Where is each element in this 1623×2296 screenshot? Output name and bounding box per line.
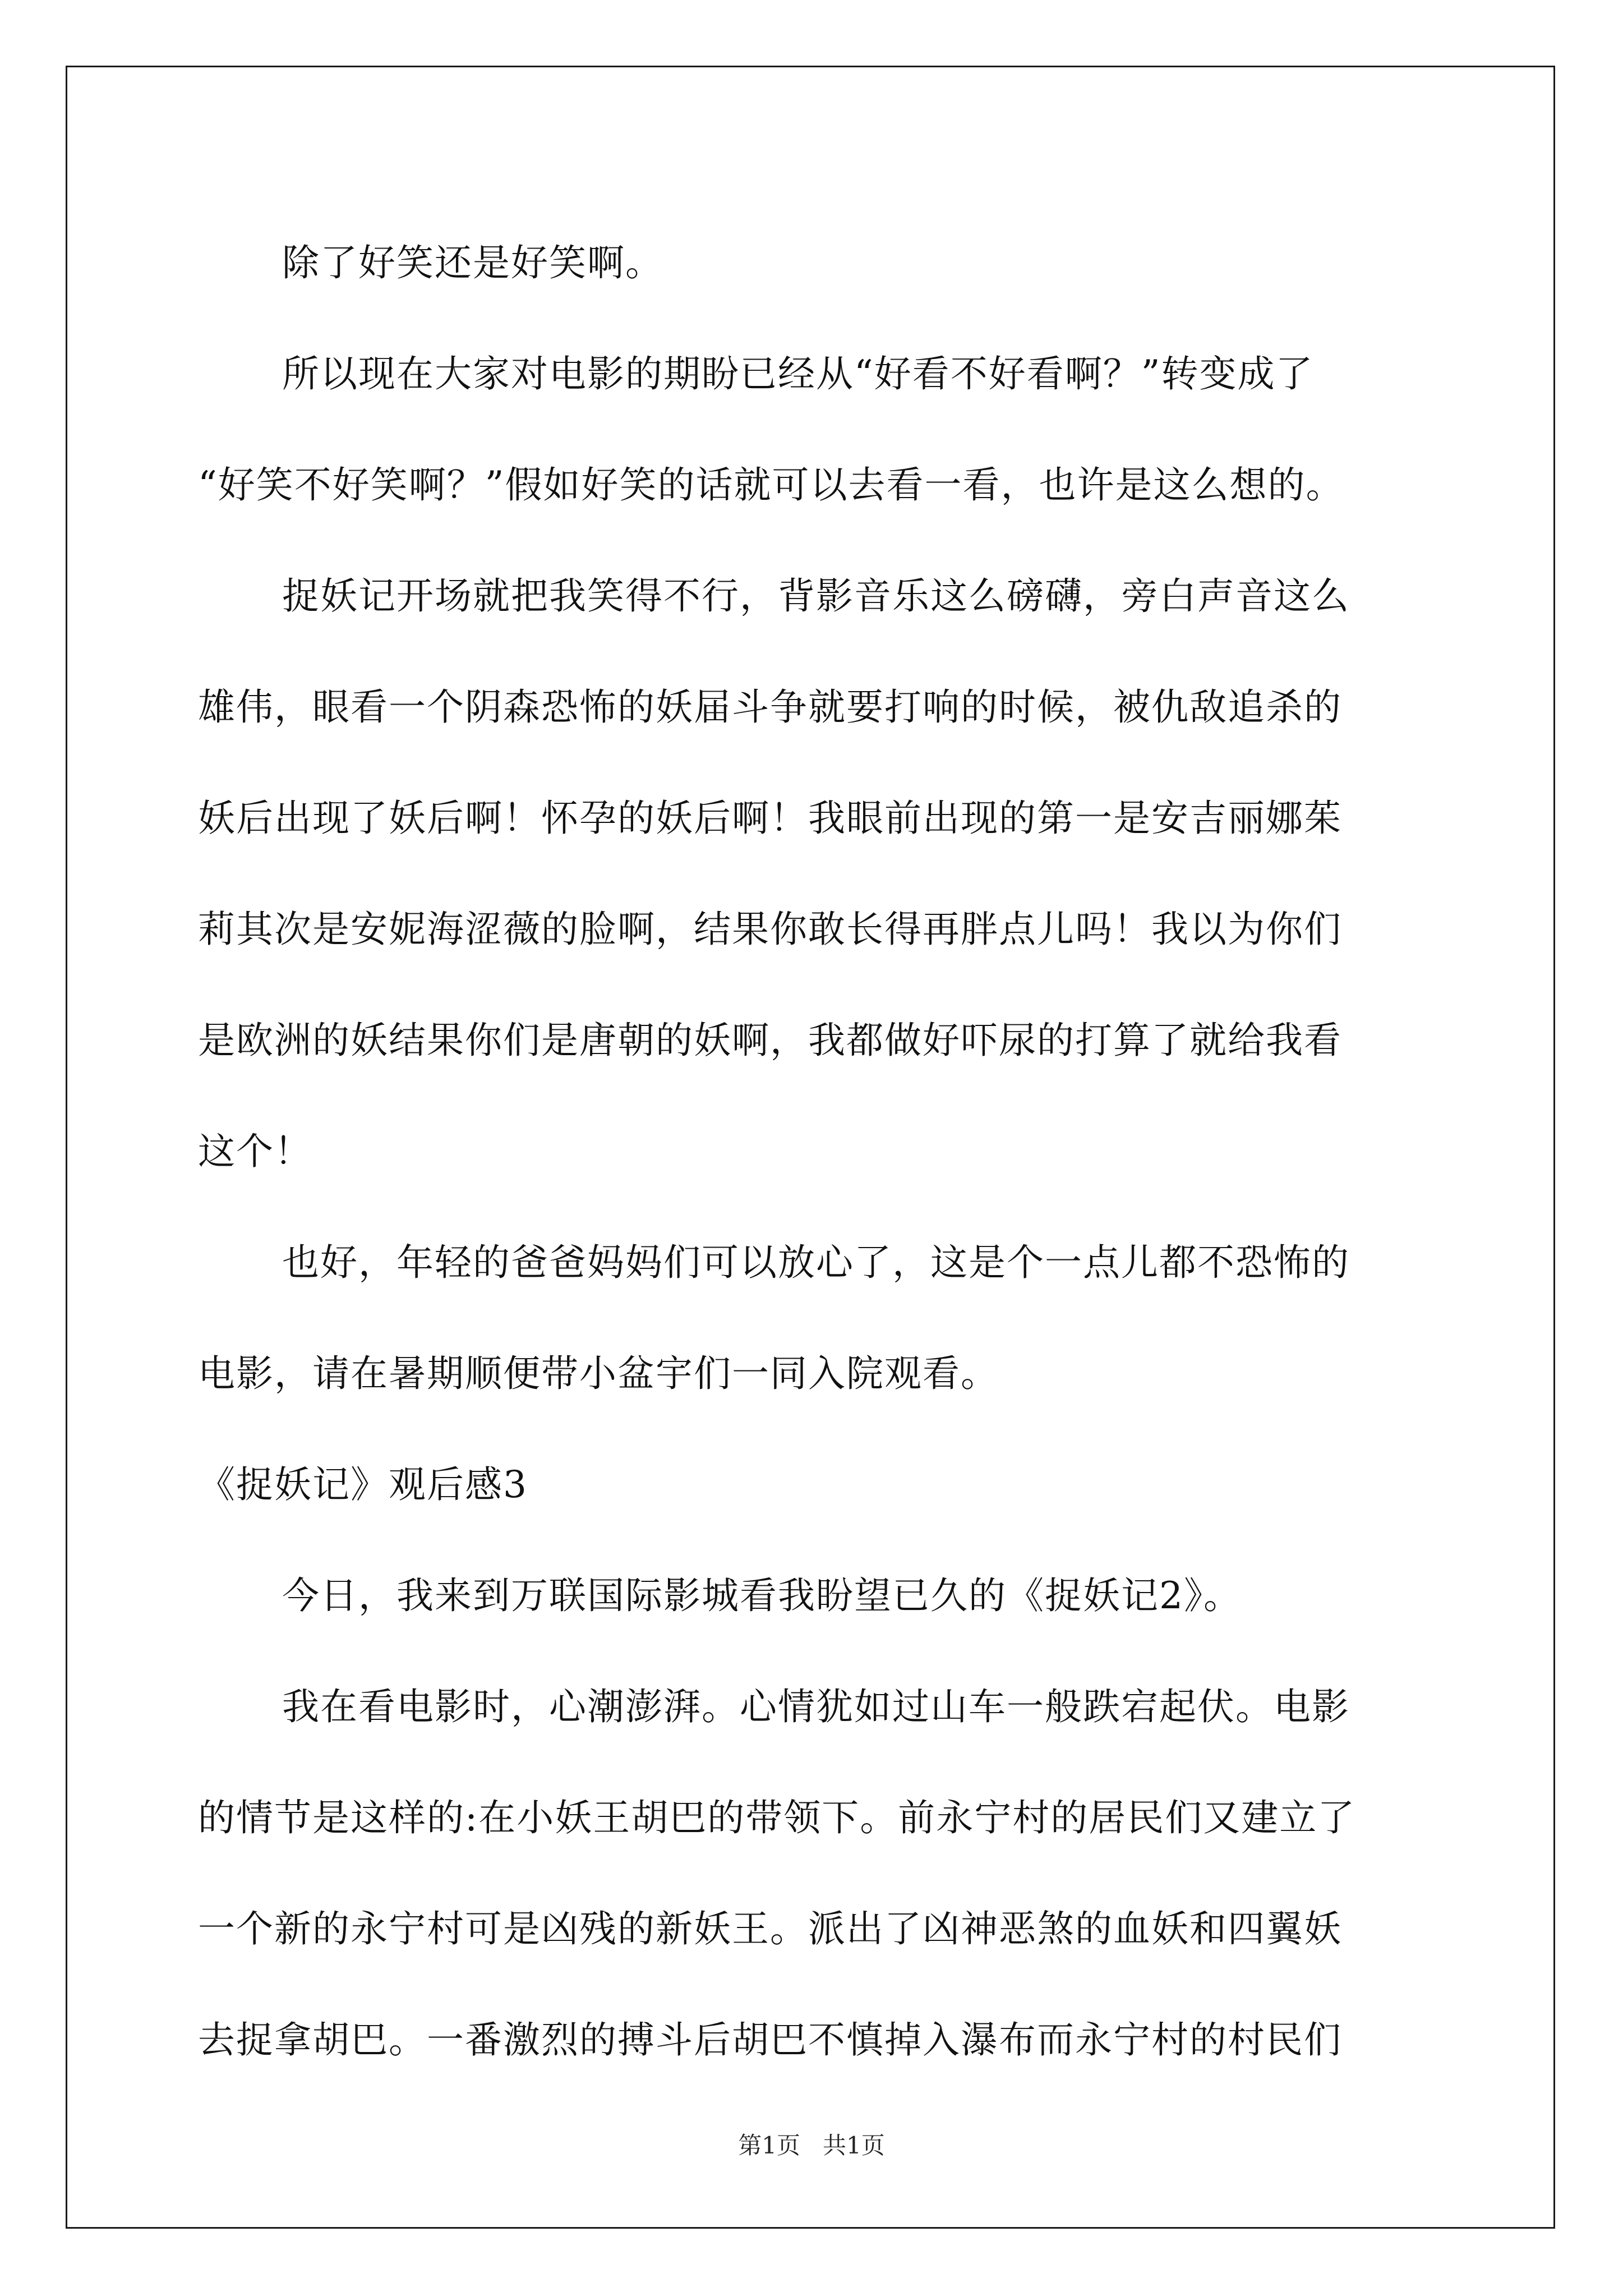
text-line: 捉妖记开场就把我笑得不行，背影音乐这么磅礴，旁白声音这么	[282, 574, 1350, 618]
text-line: 一个新的永宁村可是凶残的新妖王。派出了凶神恶煞的血妖和四翼妖	[198, 1907, 1342, 1950]
text-line: 雄伟，眼看一个阴森恐怖的妖届斗争就要打响的时候，被仇敌追杀的	[198, 685, 1342, 729]
text-line: 去捉拿胡巴。一番激烈的搏斗后胡巴不慎掉入瀑布而永宁村的村民们	[198, 2018, 1342, 2062]
page-number-total: 共1页	[823, 2132, 885, 2159]
text-line: 今日，我来到万联国际影城看我盼望已久的《捉妖记2》。	[282, 1574, 1242, 1617]
text-line: 所以现在大家对电影的期盼已经从“好看不好看啊？”转变成了	[282, 352, 1314, 395]
text-line: 我在看电影时，心潮澎湃。心情犹如过山车一般跌宕起伏。电影	[282, 1685, 1350, 1728]
text-line: 这个！	[198, 1130, 312, 1173]
text-line: 莉其次是安妮海涩薇的脸啊，结果你敢长得再胖点儿吗！我以为你们	[198, 908, 1342, 951]
text-line: 除了好笑还是好笑啊。	[282, 241, 663, 284]
text-line: 也好，年轻的爸爸妈妈们可以放心了，这是个一点儿都不恐怖的	[282, 1241, 1350, 1284]
page-number-current: 第1页	[738, 2132, 800, 2159]
page-footer	[0, 2129, 1623, 2162]
text-line: 的情节是这样的:在小妖王胡巴的带领下。前永宁村的居民们又建立了	[198, 1796, 1356, 1839]
document-body	[198, 208, 1421, 2096]
section-heading: 《捉妖记》观后感3	[198, 1463, 528, 1506]
text-line: “好笑不好笑啊？”假如好笑的话就可以去看一看，也许是这么想的。	[198, 463, 1344, 507]
text-line: 电影，请在暑期顺便带小盆宇们一同入院观看。	[198, 1352, 999, 1395]
text-line: 是欧洲的妖结果你们是唐朝的妖啊，我都做好吓尿的打算了就给我看	[198, 1019, 1342, 1062]
text-line: 妖后出现了妖后啊！怀孕的妖后啊！我眼前出现的第一是安吉丽娜茱	[198, 797, 1342, 840]
